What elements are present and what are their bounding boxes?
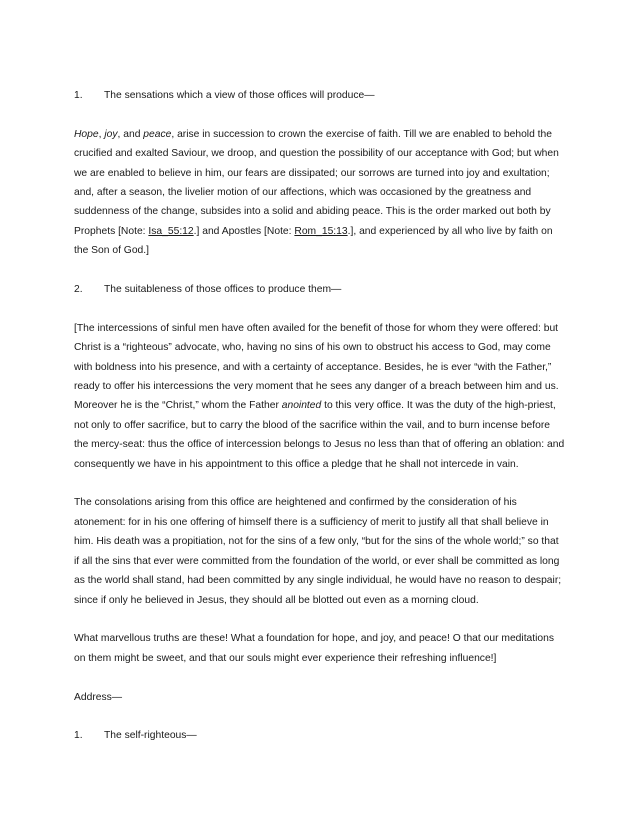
section-heading-text: The suitableness of those offices to produce them—	[104, 284, 342, 296]
section-heading-1	[74, 86, 566, 105]
document-page	[74, 86, 566, 746]
paragraph-consolations: The consolations arising from this office are heightened and confirmed by the consideration of his atonement: for in his one offering of himself there is a sufficiency of merit to justify all that shall believe in him. His death was a propitiation, not for the sins of a few only, “but for the sins of the whole world;” so that if all the sins that ever were committed from the foundation of the world, or ever shall be committed as long as the world shall stand, had been committed by any single individual, he would have no reason to despair; since if only he believed in Jesus, they should all be blotted out even as a morning cloud.	[74, 497, 562, 606]
section-number: 1.	[74, 90, 83, 101]
spacer	[74, 610, 566, 629]
section-heading-2	[74, 280, 566, 299]
section-number: 1.	[74, 730, 83, 742]
spacer	[74, 668, 566, 687]
section-heading-text: The sensations which a view of those offices will produce—	[104, 90, 375, 101]
text-run: [The intercessions of sinful men have often availed for the benefit of those for whom they were offered: but Christ is a “righteous” advocate, who, having no sins of his own to obstruct his access to God, may come with boldness into his presence, and with a certainty of acceptance. Besides, he is ever “with the Father,” ready to offer his intercessions the very moment that he sees any danger of a breach between him and us. Moreover he is the “Christ,” whom the Father	[74, 322, 559, 412]
paragraph-hope-joy-peace	[74, 125, 566, 261]
spacer	[74, 474, 566, 493]
italic-word-joy: joy	[104, 128, 118, 140]
text-run: , and	[117, 128, 144, 140]
address-heading: Address—	[74, 691, 123, 703]
text-run: to this very office. It was the duty of the high-priest, not only to offer sacrifice, but to carry the blood of the sacrifice within the vail, and to burn incense before the mercy-seat: thus the office of intercession belongs to Jesus no less than that of offering an oblation: and consequently we have in his appointment to this office a pledge that he shall not intercede in vain.	[74, 400, 565, 470]
paragraph-marvellous-truths: What marvellous truths are these! What a foundation for hope, and joy, and peace! O that our meditations on them might be sweet, and that our souls might ever experience their refreshing influence!]	[74, 633, 555, 664]
section-number: 2.	[74, 284, 83, 296]
scripture-reference-link[interactable]: Isa_55:12	[148, 225, 194, 237]
spacer	[74, 299, 566, 318]
spacer	[74, 707, 566, 726]
italic-word-hope: Hope	[74, 128, 99, 140]
text-run: .] and Apostles [Note:	[193, 225, 295, 237]
text-run: , arise in succession to crown the exercise of faith. Till we are enabled to behold the crucified and exalted Saviour, we droop, and question the possibility of our acceptance with God; but when we are enabled to believe in him, our fears are dissipated; our sorrows are turned into joy and exultation; and, after a season, the livelier motion of our affections, which was occasioned by the greatness and suddenness of the change, subsides into a solid and abiding peace. This is the order marked out both by Prophets [Note:	[74, 128, 559, 237]
spacer	[74, 261, 566, 280]
italic-word-anointed: anointed	[281, 400, 322, 412]
text-run: ,	[98, 128, 105, 140]
section-heading-3	[74, 726, 566, 745]
spacer	[74, 105, 566, 124]
text-run: .], and experienced by all who live by faith on the Son of God.]	[74, 225, 553, 257]
paragraph-intercessions	[74, 319, 566, 474]
section-heading-text: The self-righteous—	[104, 730, 197, 742]
scripture-reference-link[interactable]: Rom_15:13	[294, 225, 348, 237]
italic-word-peace: peace	[143, 128, 172, 140]
